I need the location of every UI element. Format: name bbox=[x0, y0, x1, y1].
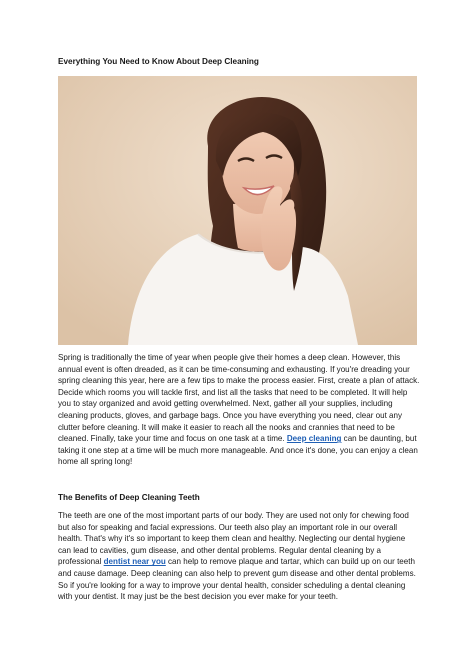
intro-text-end: can be daunting, but taking it one step at a time will be much more manageable. And once it's done, you can enjoy a clean home all spring long! bbox=[58, 434, 418, 467]
smiling-woman-photo-icon bbox=[58, 76, 417, 345]
section-heading: The Benefits of Deep Cleaning Teeth bbox=[58, 493, 200, 502]
benefits-text-start: The teeth are one of the most important parts of our body. They are used not only for chewing food but also for speaking and facial expressions. Our teeth also play an important role in our overall health. That's why it's so important to keep them clean and healthy. Neglecting our dental hygiene can lead to cavities, gum disease, and other dental problems. Regular dental cleaning by a professional bbox=[58, 511, 409, 567]
intro-text-start: Spring is traditionally the time of year when people give their homes a deep clean. However, this annual event is often dreaded, as it can be time-consuming and exhausting. If you're dreading your spring cleaning this year, here are a few tips to make the process easier. First, create a plan of attack. Decide which rooms you will tackle first, and list all the tasks that need to be completed. It will help you to stay organized and avoid getting overwhelmed. Next, gather all your supplies, including cleaning products, gloves, and garbage bags. Once you have everything you need, clear out any clutter before cleaning. It will make it easier to reach all the nooks and crannies that need to be cleaned. Finally, take your time and focus on one task at a time. bbox=[58, 353, 420, 444]
deep-cleaning-link[interactable]: Deep cleaning bbox=[286, 434, 342, 444]
benefits-text-end: can help to remove plaque and tartar, which can build up on our teeth and cause damage. Deep cleaning can also help to prevent gum disease and other dental problems. So if you're looking for a way to improve your dental health, consider scheduling a dental cleaning with your dentist. It may just be the best decision you ever make for your teeth. bbox=[58, 557, 416, 602]
hero-photo bbox=[58, 76, 417, 345]
page-title: Everything You Need to Know About Deep Cleaning bbox=[58, 57, 259, 66]
intro-paragraph bbox=[58, 352, 420, 468]
dentist-near-you-link[interactable]: dentist near you bbox=[103, 557, 166, 567]
benefits-paragraph bbox=[58, 510, 420, 603]
